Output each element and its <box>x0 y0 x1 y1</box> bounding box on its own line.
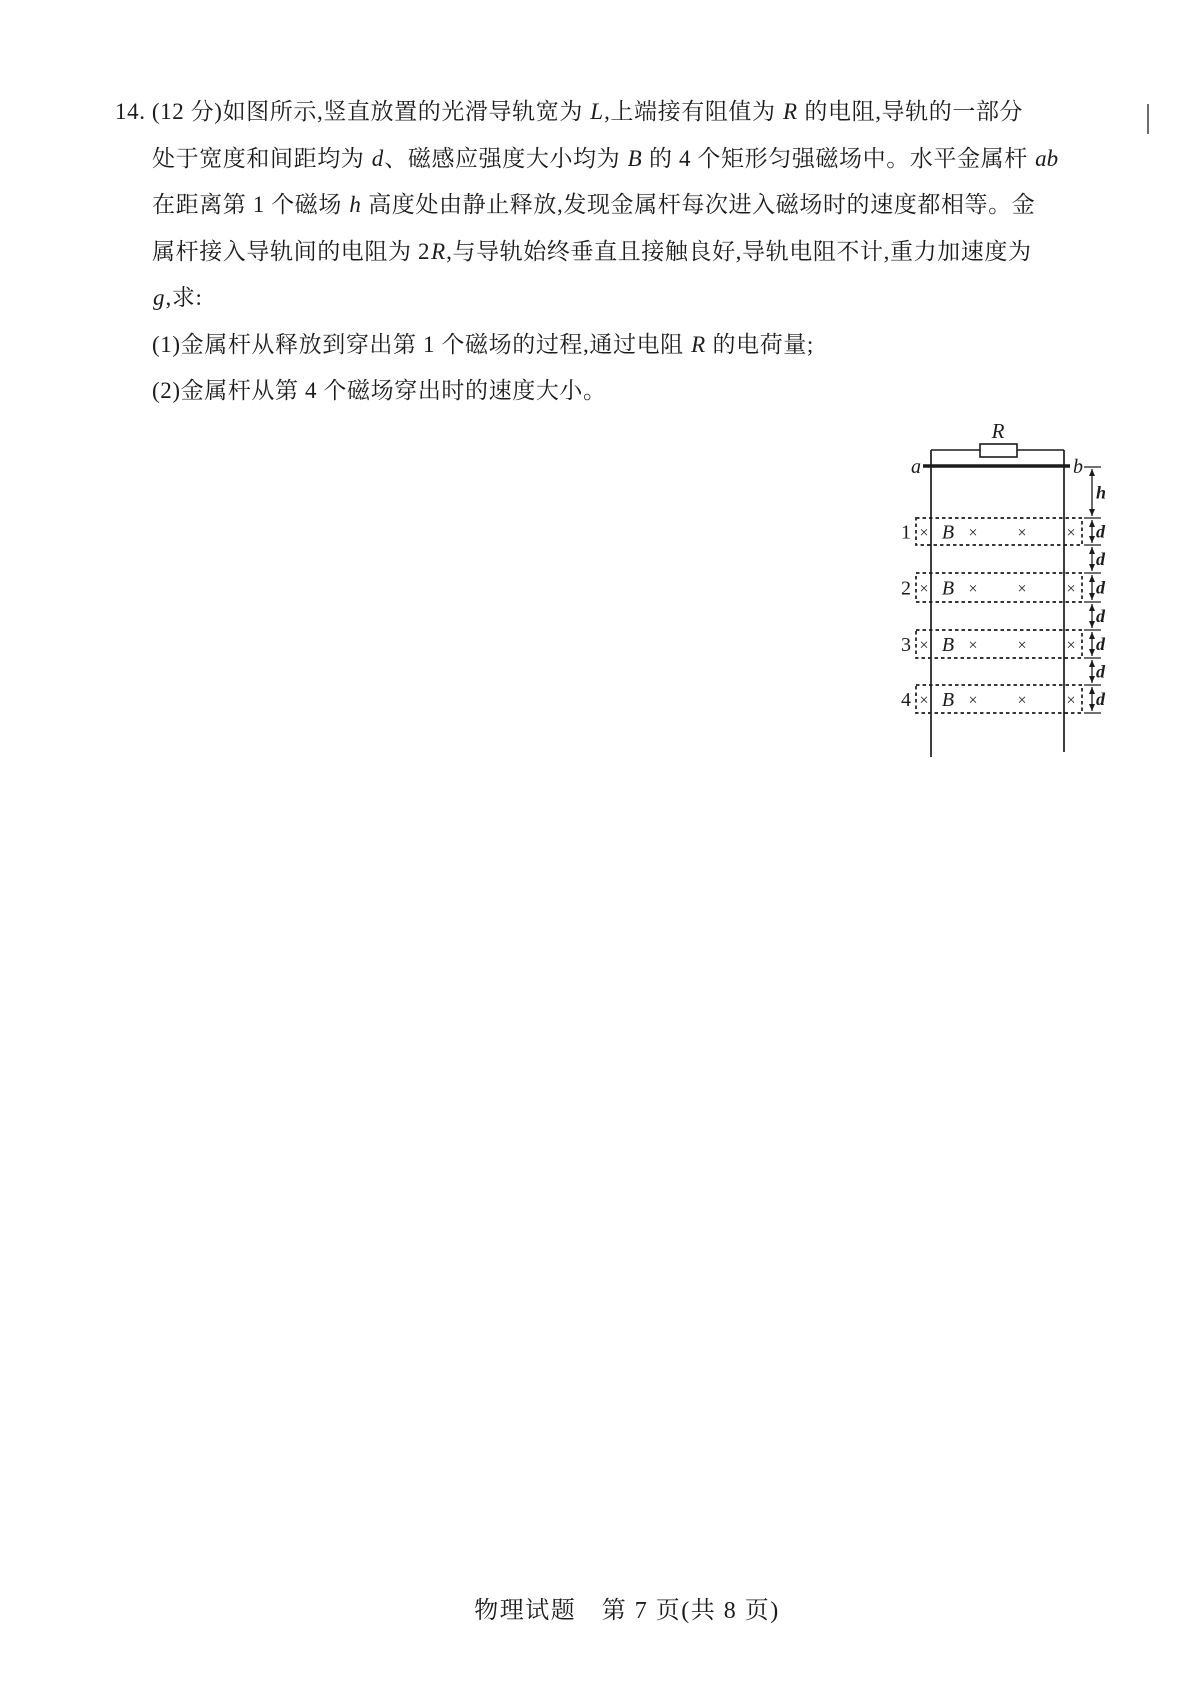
flux-into-page-icon: × <box>1066 692 1076 709</box>
problem-text-line <box>115 136 1059 183</box>
math-variable: R <box>782 99 798 124</box>
page-footer: 物理试题 第 7 页(共 8 页) <box>474 1598 780 1624</box>
math-variable: h <box>349 192 361 217</box>
text-segment: 处于宽度和间距均为 <box>152 145 371 171</box>
problem-text <box>115 89 1059 415</box>
field-label: B <box>941 577 955 600</box>
field-region-number: 3 <box>901 634 911 656</box>
field-label: B <box>941 689 955 711</box>
flux-into-page-icon: × <box>1066 524 1076 542</box>
math-variable: ab <box>1035 145 1059 171</box>
flux-into-page-icon: × <box>1017 692 1027 709</box>
gap-dimension-label: d <box>1096 661 1105 682</box>
resistor-body <box>980 444 1017 457</box>
rod-label-a: a <box>911 456 921 478</box>
problem-text-line <box>115 368 1059 415</box>
flux-into-page-icon: × <box>919 524 929 542</box>
text-segment: ,与导轨始终垂直且接触良好,导轨电阻不计,重力加速度为 <box>446 238 1032 264</box>
text-segment: ,上端接有阻值为 <box>604 99 782 124</box>
gap-dimension-label: d <box>1096 549 1105 569</box>
problem-text-line <box>115 229 1059 276</box>
text-segment: 的电荷量; <box>706 331 814 357</box>
text-segment: 在距离第 1 个磁场 <box>152 192 349 217</box>
field-region-box <box>916 573 1082 602</box>
height-dimension-label: h <box>1096 482 1107 503</box>
math-variable: R <box>691 331 706 357</box>
flux-into-page-icon: × <box>1017 580 1027 598</box>
field-region-number: 4 <box>901 689 911 711</box>
math-variable: R <box>431 238 446 264</box>
flux-into-page-icon: × <box>1066 637 1076 654</box>
problem-text-line <box>115 322 1059 369</box>
flux-into-page-icon: × <box>1017 524 1027 542</box>
problem-14 <box>115 89 1059 415</box>
flux-into-page-icon: × <box>968 692 978 709</box>
circuit-figure <box>885 418 1115 763</box>
flux-into-page-icon: × <box>919 580 929 598</box>
math-variable: d <box>371 145 384 171</box>
resistor-label: R <box>991 419 1005 443</box>
field-region-number: 2 <box>901 577 911 600</box>
text-segment: 高度处由静止释放,发现金属杆每次进入磁场时的速度都相等。金 <box>361 192 1036 217</box>
text-segment: (2)金属杆从第 4 个磁场穿出时的速度大小。 <box>152 378 607 403</box>
field-label: B <box>941 634 955 656</box>
text-segment: (1)金属杆从释放到穿出第 1 个磁场的过程,通过电阻 <box>152 331 691 357</box>
text-segment: 属杆接入导轨间的电阻为 2 <box>152 238 431 264</box>
text-segment: 、磁感应强度大小均为 <box>384 145 627 171</box>
text-segment: ,求: <box>165 285 203 310</box>
problem-text-line <box>115 275 1059 322</box>
math-variable: L <box>590 99 604 124</box>
math-variable: B <box>627 145 642 171</box>
gap-dimension-label: d <box>1096 634 1105 654</box>
math-variable: g <box>153 285 165 310</box>
text-segment: 14. (12 分)如图所示,竖直放置的光滑导轨宽为 <box>115 99 590 124</box>
flux-into-page-icon: × <box>968 637 978 654</box>
text-segment: 的电阻,导轨的一部分 <box>798 99 1024 124</box>
gap-dimension-label: d <box>1096 606 1105 626</box>
flux-into-page-icon: × <box>919 692 929 709</box>
flux-into-page-icon: × <box>968 580 978 598</box>
scan-artifact-mark <box>1147 104 1149 134</box>
field-label: B <box>941 521 955 544</box>
gap-dimension-label: d <box>1096 521 1105 542</box>
flux-into-page-icon: × <box>1017 637 1027 654</box>
text-segment: 的 4 个矩形匀强磁场中。水平金属杆 <box>642 145 1035 171</box>
field-region-box <box>916 630 1082 658</box>
flux-into-page-icon: × <box>919 637 929 654</box>
field-region-box <box>916 685 1082 713</box>
flux-into-page-icon: × <box>968 524 978 542</box>
field-region-box <box>916 518 1082 545</box>
rod-label-b: b <box>1073 456 1083 478</box>
gap-dimension-label: d <box>1096 577 1105 598</box>
flux-into-page-icon: × <box>1066 580 1076 598</box>
gap-dimension-label: d <box>1096 689 1105 709</box>
problem-text-line <box>115 89 1059 136</box>
problem-text-line <box>115 182 1059 229</box>
field-region-number: 1 <box>901 521 911 544</box>
